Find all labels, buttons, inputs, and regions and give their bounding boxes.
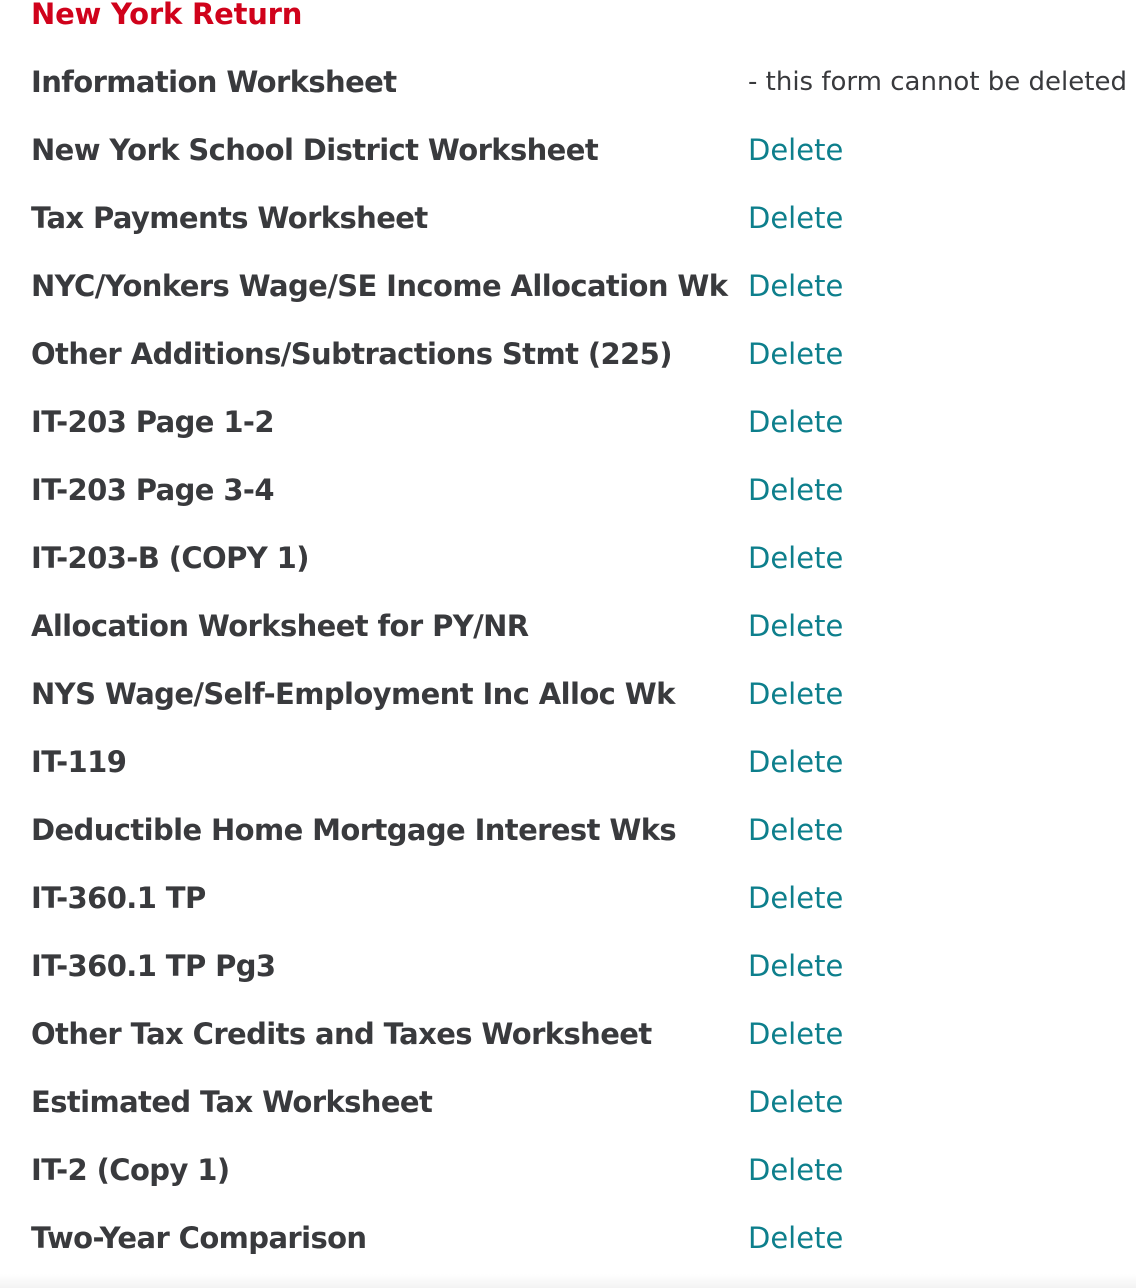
delete-link[interactable]: Delete: [748, 949, 844, 983]
delete-link[interactable]: Delete: [748, 1017, 844, 1051]
delete-link[interactable]: Delete: [748, 269, 844, 303]
form-row: [31, 184, 1136, 252]
delete-link[interactable]: Delete: [748, 677, 844, 711]
form-name: New York School District Worksheet: [31, 133, 599, 167]
form-name: Two-Year Comparison: [31, 1221, 367, 1255]
bottom-fade: [0, 1274, 1136, 1288]
form-name: Other Tax Credits and Taxes Worksheet: [31, 1017, 652, 1051]
delete-link[interactable]: Delete: [748, 473, 844, 507]
form-row: [31, 320, 1136, 388]
form-name: IT-360.1 TP: [31, 881, 206, 915]
form-row: [31, 388, 1136, 456]
form-name: NYS Wage/Self-Employment Inc Alloc Wk: [31, 677, 675, 711]
form-row: [31, 864, 1136, 932]
form-name: IT-203-B (COPY 1): [31, 541, 309, 575]
cannot-delete-note: - this form cannot be deleted: [748, 67, 1127, 97]
delete-link[interactable]: Delete: [748, 1221, 844, 1255]
delete-link[interactable]: Delete: [748, 405, 844, 439]
form-name: IT-119: [31, 745, 127, 779]
delete-link[interactable]: Delete: [748, 745, 844, 779]
delete-link[interactable]: Delete: [748, 1085, 844, 1119]
form-name: Estimated Tax Worksheet: [31, 1085, 433, 1119]
form-row: [31, 728, 1136, 796]
form-name: IT-360.1 TP Pg3: [31, 949, 276, 983]
form-row: [31, 796, 1136, 864]
form-row: [31, 932, 1136, 1000]
delete-link[interactable]: Delete: [748, 881, 844, 915]
form-row: [31, 116, 1136, 184]
form-row: [31, 1136, 1136, 1204]
delete-link[interactable]: Delete: [748, 541, 844, 575]
form-row: [31, 456, 1136, 524]
form-row: [31, 252, 1136, 320]
form-name: IT-2 (Copy 1): [31, 1153, 230, 1187]
form-row: [31, 1000, 1136, 1068]
form-row: [31, 524, 1136, 592]
form-row: [31, 660, 1136, 728]
delete-link[interactable]: Delete: [748, 609, 844, 643]
form-name: NYC/Yonkers Wage/SE Income Allocation Wk: [31, 269, 728, 303]
form-name: IT-203 Page 1-2: [31, 405, 274, 439]
delete-link[interactable]: Delete: [748, 201, 844, 235]
form-name: Tax Payments Worksheet: [31, 201, 428, 235]
form-name: Information Worksheet: [31, 65, 397, 99]
delete-link[interactable]: Delete: [748, 1153, 844, 1187]
form-name: Other Additions/Subtractions Stmt (225): [31, 337, 672, 371]
form-row: [31, 1068, 1136, 1136]
form-row-information-worksheet: [31, 48, 1136, 116]
form-name: Deductible Home Mortgage Interest Wks: [31, 813, 677, 847]
form-name: Allocation Worksheet for PY/NR: [31, 609, 529, 643]
form-row: [31, 1204, 1136, 1272]
delete-link[interactable]: Delete: [748, 337, 844, 371]
form-row: [31, 592, 1136, 660]
section-title: New York Return: [31, 0, 303, 31]
forms-list: [31, 48, 1136, 1272]
delete-link[interactable]: Delete: [748, 133, 844, 167]
delete-link[interactable]: Delete: [748, 813, 844, 847]
form-name: IT-203 Page 3-4: [31, 473, 274, 507]
